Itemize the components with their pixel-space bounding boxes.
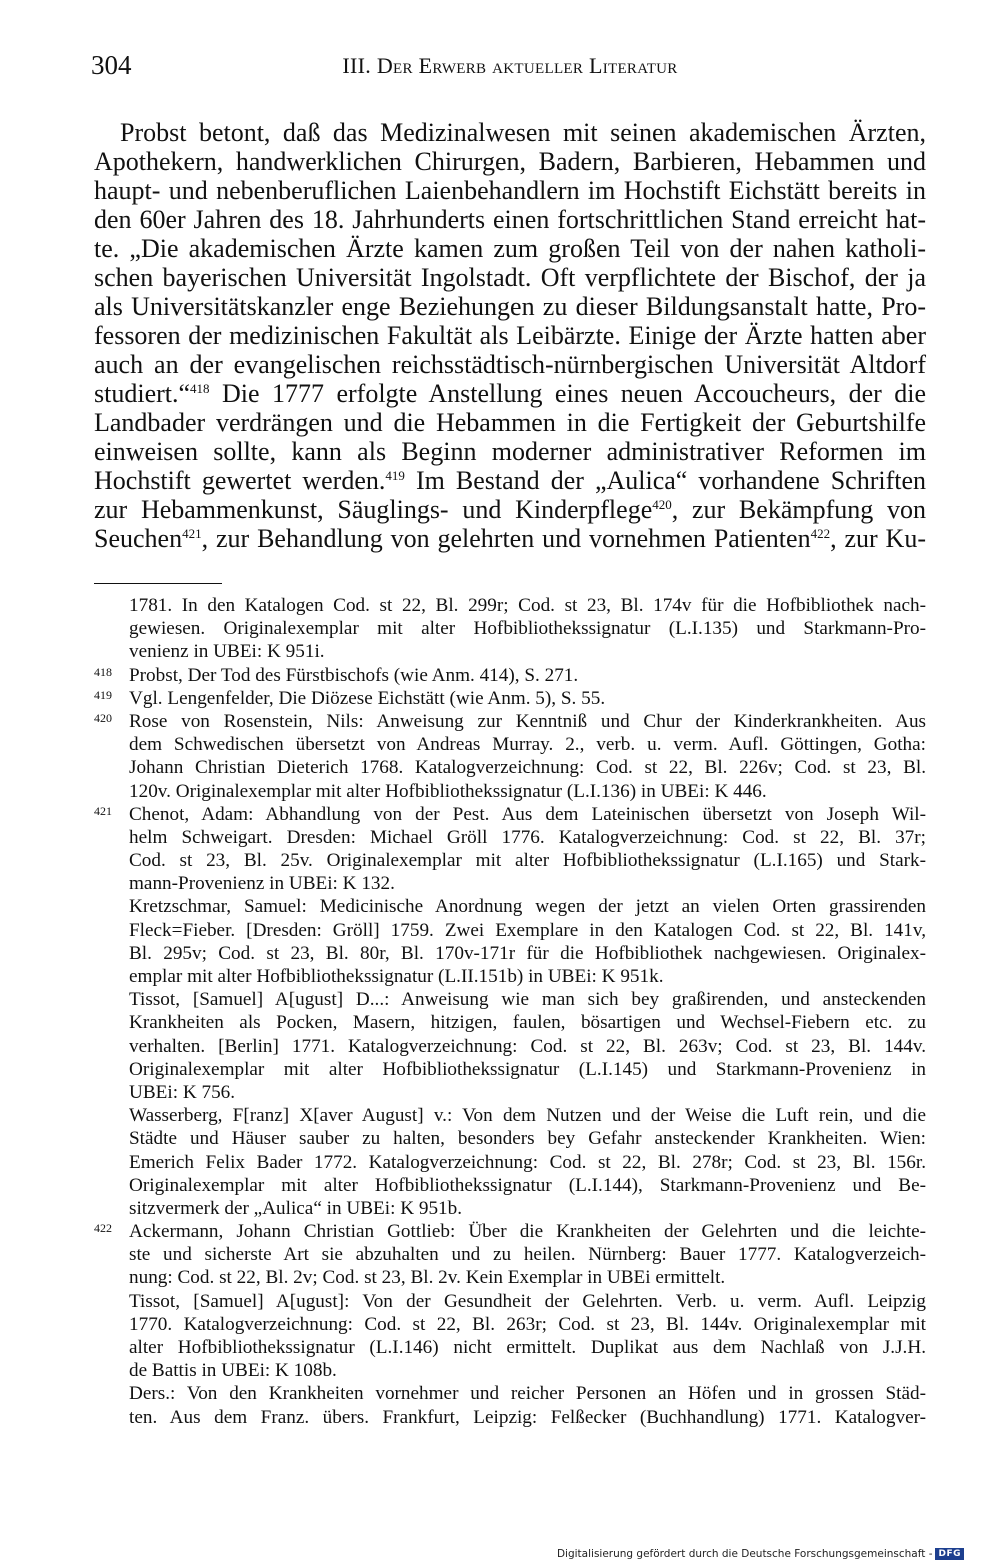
footnote-line: Cod. st 23, Bl. 25v. Originalexemplar mit alter Hofbibliothekssignatur (L.I.165) und Stark- bbox=[129, 850, 926, 872]
footnote-ref-420[interactable]: 420 bbox=[652, 497, 672, 512]
footnote-line: 1770. Katalogverzeichnung: Cod. st 22, Bl. 263r; Cod. st 23, Bl. 144v. Originalexemplar mit bbox=[129, 1313, 926, 1335]
footnote-line: Kretzschmar, Samuel: Medicinische Anordnung wegen der jetzt an vielen Orten grassirenden bbox=[129, 896, 926, 918]
footnote-419 bbox=[94, 687, 926, 710]
footnote-line: Chenot, Adam: Abhandlung von der Pest. Aus dem Lateinischen übersetzt von Joseph Wil- bbox=[129, 803, 926, 825]
main-text bbox=[94, 118, 926, 553]
footnote-line: gewiesen. Originalexemplar mit alter Hofbibliothekssignatur (L.I.135) und Starkmann-Pro- bbox=[129, 618, 926, 640]
footnotes bbox=[94, 594, 926, 1429]
text-line: schen bayerischen Universität Ingolstadt. Oft verpflichtete der Bischof, der ja bbox=[94, 263, 926, 292]
footnote-line: Tissot, [Samuel] A[ugust]: Von der Gesundheit der Gelehrten. Verb. u. verm. Aufl. Leipzig bbox=[129, 1290, 926, 1312]
footnote-number: 419 bbox=[94, 687, 112, 702]
page-number: 304 bbox=[91, 50, 132, 80]
text-line: te. „Die akademischen Ärzte kamen zum großen Teil von der nahen katholi- bbox=[94, 234, 926, 263]
footnote-line: Originalexemplar mit alter Hofbibliothekssignatur (L.I.145) und Starkmann-Provenienz in bbox=[129, 1058, 926, 1080]
footnote-line: 120v. Originalexemplar mit alter Hofbibliothekssignatur (L.I.136) in UBEi: K 446. bbox=[129, 780, 767, 802]
text-line: den 60er Jahren des 18. Jahrhunderts einen fortschrittlichen Stand erreicht hat- bbox=[94, 205, 926, 234]
footnote-ref-418[interactable]: 418 bbox=[190, 381, 210, 396]
footnote-line: Krankheiten als Pocken, Masern, hitzigen, faulen, bösartigen und Wechsel-Fiebern etc. zu bbox=[129, 1012, 926, 1034]
footnote-ref-422[interactable]: 422 bbox=[810, 526, 831, 541]
footnote-line: ten. Aus dem Franz. übers. Frankfurt, Leipzig: Felßecker (Buchhandlung) 1771. Katalogver- bbox=[129, 1406, 926, 1428]
footnote-422 bbox=[94, 1220, 926, 1429]
text-segment: studiert.“ bbox=[94, 379, 191, 408]
footnote-line: Tissot, [Samuel] A[ugust] D...: Anweisung wie man sich bey graßirenden, und ansteckenden bbox=[129, 989, 926, 1011]
footnote-line: Ders.: Von den Krankheiten vornehmer und reicher Personen an Höfen und in grossen Städ- bbox=[129, 1383, 926, 1405]
running-head: III. Der Erwerb aktueller Literatur bbox=[342, 53, 678, 78]
footnote-line: Wasserberg, F[ranz] X[aver August] v.: Von dem Nutzen und der Weise die Luft rein, und die bbox=[129, 1105, 926, 1127]
footnote-divider bbox=[94, 583, 222, 584]
footnote-number: 420 bbox=[94, 710, 112, 725]
footnote-line: alter Hofbibliothekssignatur (L.I.146) nicht ermittelt. Duplikat aus dem Nachlaß von J.J.H. bbox=[129, 1337, 926, 1358]
footnote-line: Johann Christian Dieterich 1768. Katalogverzeichnung: Cod. st 22, Bl. 226v; Cod. st 23, Bl. bbox=[129, 757, 926, 779]
footnote-line: Ackermann, Johann Christian Gottlieb: Über die Krankheiten der Gelehrten und die leichte- bbox=[129, 1221, 926, 1243]
footnote-line: Originalexemplar mit alter Hofbibliothekssignatur (L.I.144), Starkmann-Provenienz und Be- bbox=[129, 1174, 926, 1196]
footnote-418 bbox=[94, 664, 926, 687]
text-segment: Im Bestand der „Aulica“ vorhandene Schriften bbox=[404, 466, 927, 495]
footnote-number: 422 bbox=[94, 1221, 112, 1236]
text-segment: , zur Bekämpfung von bbox=[671, 495, 926, 524]
footnote-line: Bl. 295v; Cod. st 23, Bl. 80r, Bl. 170v-171r für die Hofbibliothek nachgewiesen. Originalex- bbox=[129, 942, 926, 964]
footnote-line: 1781. In den Katalogen Cod. st 22, Bl. 299r; Cod. st 23, Bl. 174v für die Hofbibliothek nach- bbox=[129, 595, 926, 616]
footnote-line: Vgl. Lengenfelder, Die Diözese Eichstätt (wie Anm. 5), S. 55. bbox=[129, 687, 606, 709]
footnote-line: mann-Provenienz in UBEi: K 132. bbox=[129, 873, 395, 895]
footnote-continuation bbox=[94, 594, 926, 664]
footnote-line: Fleck=Fieber. [Dresden: Gröll] 1759. Zwei Exemplare in den Katalogen Cod. st 22, Bl. 141v, bbox=[129, 919, 926, 941]
text-line: als Universitätskanzler enge Beziehungen zu dieser Bildungsanstalt hatte, Pro- bbox=[94, 292, 926, 321]
footnote-line: Emerich Felix Bader 1772. Katalogverzeichnung: Cod. st 22, Bl. 278r; Cod. st 23, Bl. 156r. bbox=[129, 1151, 926, 1173]
text-line: Landbader verdrängen und die Hebammen in die Fertigkeit der Geburtshilfe bbox=[94, 408, 926, 437]
footnote-line: emplar mit alter Hofbibliothekssignatur (L.II.151b) in UBEi: K 951k. bbox=[129, 966, 664, 987]
footnote-line: Probst, Der Tod des Fürstbischofs (wie Anm. 414), S. 271. bbox=[129, 664, 579, 686]
footnote-line: Rose von Rosenstein, Nils: Anweisung zur Kenntniß und Chur der Kinderkrankheiten. Aus bbox=[129, 710, 926, 732]
footnote-line: UBEi: K 756. bbox=[129, 1081, 236, 1103]
text-line: Apothekern, handwerklichen Chirurgen, Badern, Barbieren, Hebammen und bbox=[94, 147, 926, 176]
footnote-ref-419[interactable]: 419 bbox=[385, 468, 405, 483]
text-segment: , zur Behandlung von gelehrten und vornehmen Patienten bbox=[201, 524, 811, 553]
paragraph bbox=[94, 118, 926, 553]
text-line: fessoren der medizinischen Fakultät als Leibärzte. Einige der Ärzte hatten aber bbox=[94, 321, 926, 350]
text-line: auch an der evangelischen reichsstädtisch-nürnbergischen Universität Altdorf bbox=[94, 350, 926, 379]
footnote-line: ste und sicherste Art sie abzuhalten und zu heilen. Nürnberg: Bauer 1777. Katalogverzeich- bbox=[129, 1244, 926, 1266]
text-line bbox=[94, 466, 926, 495]
footnote-420 bbox=[94, 710, 926, 803]
footnote-line: sitzvermerk der „Aulica“ in UBEi: K 951b. bbox=[129, 1197, 463, 1219]
text-line bbox=[94, 524, 926, 553]
text-line bbox=[94, 495, 926, 524]
text-line: Probst betont, daß das Medizinalwesen mit seinen akademischen Ärzten, bbox=[120, 118, 926, 147]
text-line bbox=[94, 379, 926, 408]
footnote-line: verhalten. [Berlin] 1771. Katalogverzeichnung: Cod. st 22, Bl. 263v; Cod. st 23, Bl. 144v. bbox=[129, 1035, 926, 1057]
footnote-line: helm Schweigart. Dresden: Michael Gröll 1776. Katalogverzeichnung: Cod. st 22, Bl. 37r; bbox=[129, 826, 926, 848]
footnote-line: venienz in UBEi: K 951i. bbox=[129, 641, 325, 663]
text-segment: Die 1777 erfolgte Anstellung eines neuen Accoucheurs, der die bbox=[209, 379, 926, 408]
dfg-logo: DFG bbox=[935, 1548, 964, 1560]
text-segment: , zur Ku- bbox=[830, 524, 926, 553]
footnote-number: 421 bbox=[94, 803, 112, 818]
text-line: haupt- und nebenberuflichen Laienbehandlern im Hochstift Eichstätt bereits in bbox=[94, 176, 926, 205]
footnote-line: de Battis in UBEi: K 108b. bbox=[129, 1360, 337, 1382]
footnote-ref-421[interactable]: 421 bbox=[182, 526, 202, 541]
digitization-credit bbox=[557, 1548, 964, 1560]
credit-text: Digitalisierung gefördert durch die Deutsche Forschungsgemeinschaft - bbox=[556, 1548, 933, 1560]
footnote-number: 418 bbox=[94, 664, 112, 679]
footnote-line: Städte und Häuser sauber zu halten, besonders bey Gefahr ansteckender Krankheiten. Wien: bbox=[129, 1128, 926, 1150]
text-line: einweisen sollte, kann als Beginn moderner administrativer Reformen im bbox=[94, 437, 926, 466]
text-segment: Seuchen bbox=[94, 524, 183, 553]
footnote-line: nung: Cod. st 22, Bl. 2v; Cod. st 23, Bl. 2v. Kein Exemplar in UBEi ermittelt. bbox=[129, 1267, 726, 1289]
footnote-421 bbox=[94, 803, 926, 1220]
footnote-line: dem Schwedischen übersetzt von Andreas Murray. 2., verb. u. verm. Aufl. Göttingen, Gotha: bbox=[129, 734, 926, 756]
text-segment: Hochstift gewertet werden. bbox=[94, 466, 386, 495]
text-segment: zur Hebammenkunst, Säuglings- und Kinderpflege bbox=[94, 495, 653, 524]
